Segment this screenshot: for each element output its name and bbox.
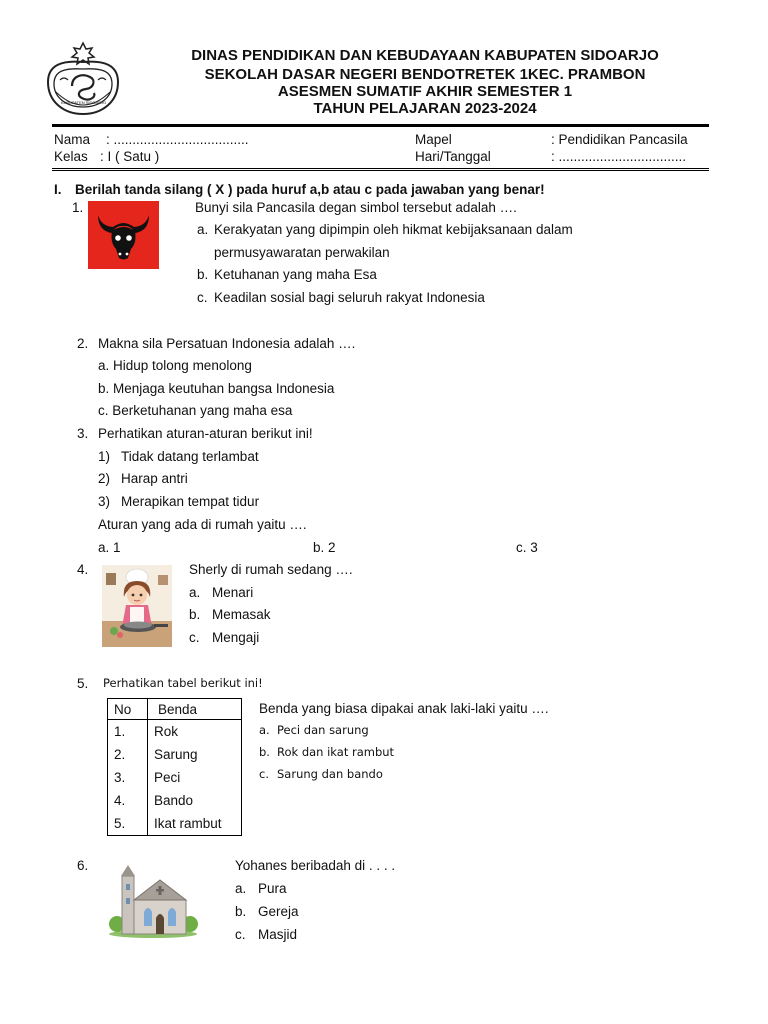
q1-b-letter: b. — [197, 267, 209, 282]
table-cell-no: 5. — [108, 812, 148, 836]
info-divider-2 — [52, 170, 709, 171]
table-cell-benda: Ikat rambut — [148, 812, 242, 836]
q2-number: 2. — [77, 336, 89, 351]
q5-c-letter: c. — [259, 767, 269, 781]
q3-number: 3. — [77, 426, 89, 441]
q6-b: Gereja — [258, 904, 299, 919]
q6-c-letter: c. — [235, 927, 246, 942]
mapel-value: : Pendidikan Pancasila — [551, 132, 688, 147]
q5-number: 5. — [77, 676, 89, 691]
q2-a: a. Hidup tolong menolong — [98, 358, 252, 373]
q5-a: Peci dan sarung — [277, 723, 369, 737]
table-header-no: No — [108, 699, 148, 720]
table-cell-no: 4. — [108, 789, 148, 812]
header-line-1: DINAS PENDIDIKAN DAN KEBUDAYAAN KABUPATEN SIDOARJO — [191, 47, 659, 64]
table-row — [108, 743, 242, 766]
q3-item-text: Merapikan tempat tidur — [121, 494, 260, 509]
q1-text: Bunyi sila Pancasila degan simbol tersebut adalah …. — [195, 200, 517, 215]
kabupaten-logo — [42, 40, 124, 118]
q4-b-letter: b. — [189, 607, 201, 622]
logo-lettering: KABUPATEN SIDOARJO — [61, 100, 107, 105]
q3-question: Aturan yang ada di rumah yaitu …. — [98, 517, 307, 532]
table-header-benda: Benda — [148, 699, 242, 720]
hari-label: Hari/Tanggal — [415, 149, 491, 164]
q1-c-letter: c. — [197, 290, 208, 305]
q2-c: c. Berketuhanan yang maha esa — [98, 403, 293, 418]
q2-b: b. Menjaga keutuhan bangsa Indonesia — [98, 381, 335, 396]
q3-a: a. 1 — [98, 540, 121, 555]
q1-a-line1: Kerakyatan yang dipimpin oleh hikmat kebijaksanaan dalam — [214, 222, 573, 237]
q4-b: Memasak — [212, 607, 271, 622]
table-cell-no: 3. — [108, 766, 148, 789]
q1-a-letter: a. — [197, 222, 209, 237]
header-divider — [52, 124, 709, 127]
kelas-label: Kelas — [54, 149, 88, 164]
q4-a-letter: a. — [189, 585, 201, 600]
q1-c: Keadilan sosial bagi seluruh rakyat Indonesia — [214, 290, 485, 305]
nama-value: : .................................... — [106, 132, 249, 147]
table-cell-no: 2. — [108, 743, 148, 766]
q5-c: Sarung dan bando — [277, 767, 383, 781]
header-line-4: TAHUN PELAJARAN 2023-2024 — [313, 100, 537, 117]
church-illustration — [108, 862, 198, 938]
q5-b-letter: b. — [259, 745, 270, 759]
q6-a: Pura — [258, 881, 287, 896]
q3-item-number: 3) — [98, 494, 111, 509]
q6-b-letter: b. — [235, 904, 247, 919]
table-row — [108, 766, 242, 789]
table-cell-no: 1. — [108, 720, 148, 744]
benda-table — [107, 698, 242, 836]
q6-number: 6. — [77, 858, 89, 873]
section-instruction: Berilah tanda silang ( X ) pada huruf a,b atau c pada jawaban yang benar! — [75, 182, 545, 197]
table-cell-benda: Bando — [148, 789, 242, 812]
banteng-icon — [88, 201, 159, 269]
q4-a: Menari — [212, 585, 254, 600]
header-line-3: ASESMEN SUMATIF AKHIR SEMESTER 1 — [277, 83, 573, 100]
info-divider — [52, 168, 709, 169]
table-row — [108, 720, 242, 744]
q5-text: Benda yang biasa dipakai anak laki-laki yaitu …. — [259, 701, 549, 716]
nama-label: Nama — [54, 132, 91, 147]
mapel-label: Mapel — [415, 132, 452, 147]
q5-b: Rok dan ikat rambut — [277, 745, 395, 759]
table-row — [108, 812, 242, 836]
q4-text: Sherly di rumah sedang …. — [189, 562, 353, 577]
q6-text: Yohanes beribadah di . . . . — [235, 858, 396, 873]
q3-item-text: Harap antri — [121, 471, 188, 486]
table-cell-benda: Peci — [148, 766, 242, 789]
q5-a-letter: a. — [259, 723, 270, 737]
q5-intro: Perhatikan tabel berikut ini! — [103, 676, 263, 690]
q6-c: Masjid — [258, 927, 298, 942]
q3-item-number: 1) — [98, 449, 111, 464]
q4-c-letter: c. — [189, 630, 200, 645]
q3-c: c. 3 — [516, 540, 538, 555]
kelas-value: : I ( Satu ) — [100, 149, 160, 164]
q1-a-line2: permusyawaratan perwakilan — [214, 245, 390, 260]
q3-b: b. 2 — [313, 540, 336, 555]
q2-text: Makna sila Persatuan Indonesia adalah …. — [98, 336, 356, 351]
q3-item-text: Tidak datang terlambat — [121, 449, 259, 464]
section-number: I. — [54, 182, 62, 197]
q1-b: Ketuhanan yang maha Esa — [214, 267, 377, 282]
table-cell-benda: Rok — [148, 720, 242, 744]
header-line-2: SEKOLAH DASAR NEGERI BENDOTRETEK 1KEC. PRAMBON — [204, 66, 646, 83]
q4-c: Mengaji — [212, 630, 260, 645]
q3-item-number: 2) — [98, 471, 111, 486]
hari-value: : .................................. — [551, 149, 687, 164]
q6-a-letter: a. — [235, 881, 247, 896]
q3-text: Perhatikan aturan-aturan berikut ini! — [98, 426, 313, 441]
q4-number: 4. — [77, 562, 89, 577]
cooking-girl-illustration — [102, 565, 172, 647]
q1-number: 1. — [72, 200, 84, 215]
table-cell-benda: Sarung — [148, 743, 242, 766]
table-row — [108, 789, 242, 812]
